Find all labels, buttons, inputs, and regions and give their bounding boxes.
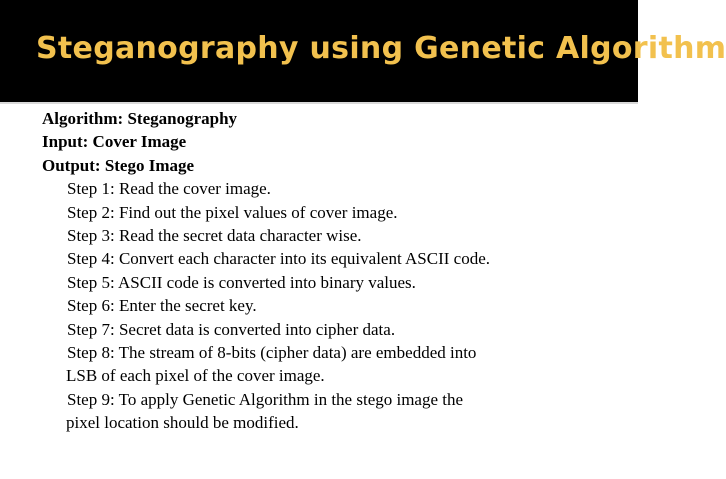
step-6: Step 6: Enter the secret key. [67,296,257,316]
step-2: Step 2: Find out the pixel values of cover image. [67,202,398,222]
algorithm-input: Input: Cover Image [42,132,187,152]
algorithm-content [42,107,632,435]
step-8: Step 8: The stream of 8-bits (cipher data) are embedded into [67,343,477,363]
step-5: Step 5: ASCII code is converted into binary values. [67,272,416,292]
step-7: Step 7: Secret data is converted into cipher data. [67,319,396,339]
step-9: Step 9: To apply Genetic Algorithm in the stego image the [67,389,464,409]
step-9-continued: pixel location should be modified. [66,413,299,433]
algorithm-name: Algorithm: Steganography [42,109,238,128]
step-4: Step 4: Convert each character into its equivalent ASCII code. [67,249,490,269]
title-bar [0,0,726,102]
step-8-continued: LSB of each pixel of the cover image. [66,366,325,386]
title-divider [0,102,638,104]
step-1: Step 1: Read the cover image. [67,179,271,199]
algorithm-output: Output: Stego Image [42,155,195,175]
step-3: Step 3: Read the secret data character wise. [67,226,362,246]
slide-title: Steganography using Genetic Algorithm [36,31,726,66]
